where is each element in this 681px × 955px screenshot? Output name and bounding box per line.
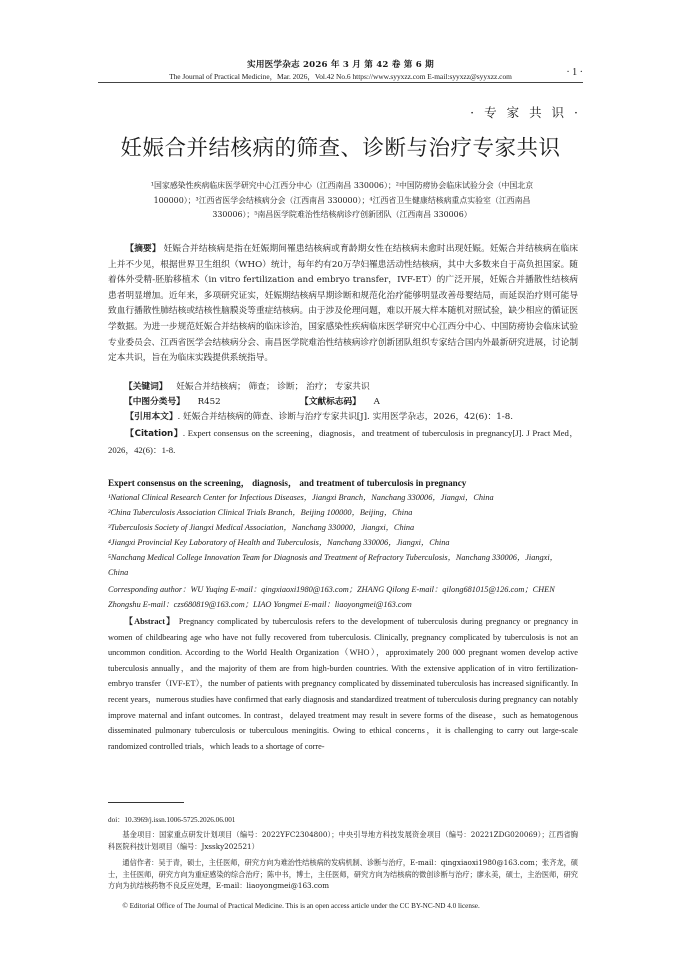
classification-code — [124, 395, 221, 407]
running-header-en: The Journal of Practical Medicine，Mar. 2026，Vol.42 No.6 https://www.syyxzz.com E-mail:syyxzz@syyxzz.com — [169, 72, 512, 81]
footnote-rule — [108, 802, 184, 803]
citation-zh — [108, 410, 578, 426]
running-header-zh: 实用医学杂志 2026 年 3 月 第 42 卷 第 6 期 — [247, 60, 434, 70]
affiliation-en-line: ²China Tuberculosis Association Clinical Trials Branch，Beijing 100000，Beijing，China — [108, 508, 413, 517]
abstract-zh-text: 妊娠合并结核病是指在妊娠期间罹患结核病或育龄期女性在结核病未愈时出现妊娠。妊娠合并结核病在临床上并不少见，根据世界卫生组织（WHO）统计，每年约有20万孕妇罹患活动性结核病，其中大多数来自于高负担国家。随着体外受精-胚胎移植术（in vitro fertilization and embryo transfer，IVF-ET）的广泛开展，妊娠合并播散性结核病患者明显增加。近年来，多项研究证实，妊娠期结核病早期诊断和规范化治疗能够明显改善母婴结局，而延误治疗则可能导致血行播散性肺结核或结核性脑膜炎等重症结核病。由于涉及伦理问题，难以开展大样本随机对照试验，缺少相应的循证医学数据。为进一步规范妊娠合并结核病的临床诊治，国家感染性疾病临床医学研究中心江西分中心、中国防痨协会临床试验专业委员会、江西省医学会结核病分会、南昌医学院难治性结核病诊疗创新团队组织专家结合国内外最新研究进展，讨论制定本共识，旨在为临床实践提供系统指导。 — [108, 244, 579, 364]
document-code — [300, 395, 380, 407]
affiliation-line: 100000）；³江西省医学会结核病分会（江西南昌 330000）；⁴江西省卫生健康结核病重点实验室（江西南昌 — [153, 195, 531, 205]
corresponding-authors-en: Corresponding author：WU Yuqing E-mail：qingxiaoxi1980@163.com；ZHANG Qilong E-mail：qilong681015@126.com；CHEN Zhongshu E-mail：czs680819@163.com；LIAO Yongmei E-mail：liaoyongmei@163.com — [108, 585, 555, 609]
citation-zh-label: 【引用本文】 — [125, 412, 178, 422]
citation-en-text: . Expert consensus on the screening，diagnosis，and treatment of tuberculosis in pregnancy[J]. J Pract Med，2026，42(6)：1-8. — [108, 428, 579, 455]
affiliations-zh — [108, 179, 576, 223]
abstract-en — [108, 614, 578, 754]
abstract-zh — [108, 242, 578, 367]
abstract-en-text: Pregnancy complicated by tuberculosis refers to the development of tuberculosis during pregnancy or pregnancy in women of childbearing age who have not fully recovered from tuberculosis. Clinically, pregnancy complicated by tuberculosis is not an uncommon condition. According to the World Health Organization（WHO），approximately 200 000 pregnant women develop active tuberculosis annually，and the majority of them are from high-burden countries. With the extensive application of in vitro fertilization-embryo transfer（IVF-ET），the number of patients with pregnancy complicated by disseminated tuberculosis has increased significantly. In recent years，numerous studies have confirmed that early diagnosis and standardized treatment of tuberculosis during pregnancy can notably improve maternal and infant outcomes. In contrast，delayed treatment may result in severe forms of the disease，such as hematogenous disseminated pulmonary tuberculosis or tuberculous meningitis. Owing to ethical concerns，it is challenging to carry out large-scale randomized controlled trials，which leads to a shortage of corre- — [108, 617, 579, 751]
header-rule — [98, 82, 583, 83]
affiliation-en-line: ¹National Clinical Research Center for Infectious Diseases，Jiangxi Branch，Nanchang 330006，Jiangxi，China — [108, 493, 494, 502]
classification-value: R452 — [197, 397, 221, 407]
classification-label: 【中图分类号】 — [124, 397, 185, 407]
abstract-en-label: 【Abstract】 — [124, 617, 176, 626]
keywords-zh — [124, 380, 370, 394]
footnote-funding: 基金项目：国家重点研发计划项目（编号：2022YFC2304800）；中央引导地方科技发展资金项目（编号：20221ZDG020069）；江西省胸科医院科技计划项目（编号：Jxssky202521） — [108, 830, 578, 851]
affiliation-en-line: ⁵Nanchang Medical College Innovation Team for Diagnosis and Treatment of Refractory Tuberculosis，Nanchang 330006，Jiangxi，China — [108, 553, 558, 577]
abstract-zh-label: 【摘要】 — [125, 244, 161, 254]
document-code-label: 【文献标志码】 — [300, 397, 361, 407]
footnote-license: © Editorial Office of The Journal of Practical Medicine. This is an open access article under the CC BY-NC-ND 4.0 license. — [122, 902, 480, 910]
footnote-correspondence: 通信作者：吴于青，硕士，主任医师，研究方向为难治性结核病的发病机制、诊断与治疗，E-mail：qingxiaoxi1980@163.com；张齐龙，硕士，主任医师，研究方向为重症感染的综合治疗；陈中书，博士，主任医师，研究方向为结核病的微创诊断与治疗；廖永美，硕士，主治医师，研究方向为抗结核药物不良反应处理，E-mail：liaoyongmei@163.com — [108, 858, 578, 890]
keywords-zh-label: 【关键词】 — [124, 382, 168, 392]
affiliation-line: 330006）；⁵南昌医学院难治性结核病诊疗创新团队（江西南昌 330006） — [212, 210, 472, 220]
document-code-value: A — [373, 397, 380, 407]
column-label: · 专 家 共 识 · — [470, 105, 581, 120]
affiliation-en-line: ⁴Jiangxi Provincial Key Laboratory of Health and Tuberculosis，Nanchang 330006，Jiangxi，China — [108, 538, 450, 547]
citation-en-label: 【Citation】 — [125, 429, 183, 439]
affiliation-line: ¹国家感染性疾病临床医学研究中心江西分中心（江西南昌 330006）；²中国防痨协会临床试验分会（中国北京 — [150, 181, 534, 190]
keywords-zh-text: 妊娠合并结核病； 筛查； 诊断； 治疗； 专家共识 — [176, 382, 370, 392]
citation-zh-text: . 妊娠合并结核病的筛查、诊断与治疗专家共识[J]. 实用医学杂志，2026，42(6)：1-8. — [177, 412, 513, 422]
page-number: · 1 · — [566, 67, 583, 78]
article-title-en: Expert consensus on the screening， diagnosis， and treatment of tuberculosis in pregnancy — [108, 478, 467, 488]
article-title: 妊娠合并结核病的筛查、诊断与治疗专家共识 — [120, 136, 561, 161]
affiliation-en-line: ³Tuberculosis Society of Jiangxi Medical Association，Nanchang 330000，Jiangxi，China — [108, 523, 415, 532]
citation-en — [108, 426, 578, 458]
footnote-doi: doi：10.3969/j.issn.1006-5725.2026.06.001 — [108, 816, 236, 824]
